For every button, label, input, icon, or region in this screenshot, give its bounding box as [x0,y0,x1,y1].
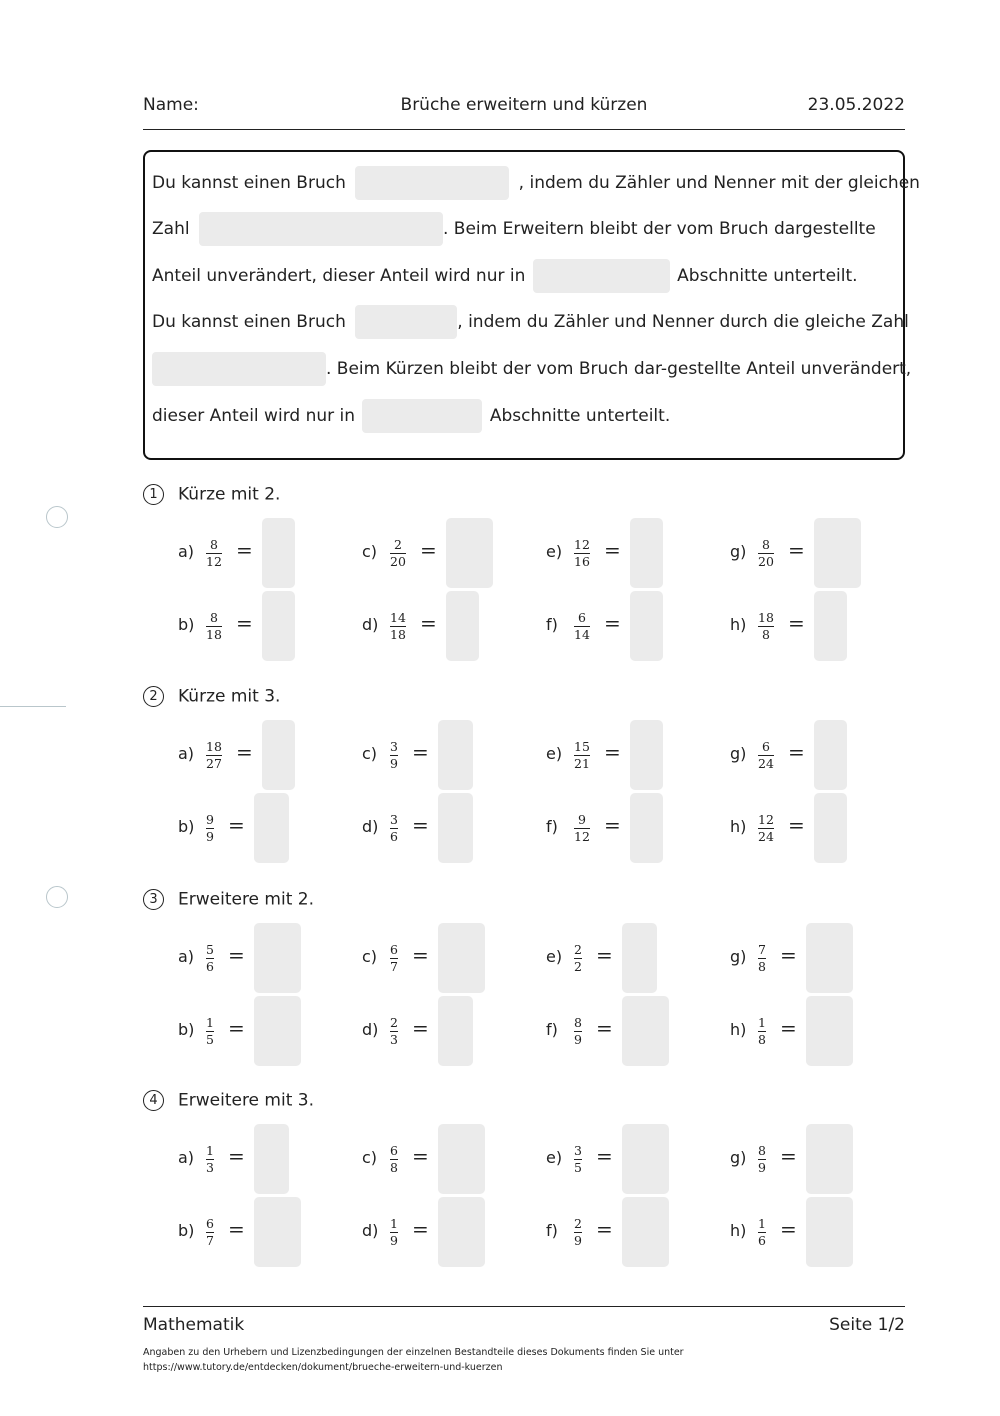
fraction [574,1016,582,1047]
item-label: d) [362,1221,379,1240]
answer-box[interactable] [254,1197,301,1267]
numerator: 6 [761,739,770,754]
denominator: 7 [206,1233,214,1249]
fraction [758,740,774,771]
denominator: 9 [574,1032,582,1048]
item-label: f) [546,615,558,634]
fold-mark [0,706,66,707]
worksheet-title: Brüche erweitern und kürzen [400,95,648,115]
item-label: h) [730,615,747,634]
item-label: c) [362,744,378,763]
denominator: 14 [574,627,590,643]
item-label: a) [178,542,195,561]
denominator: 6 [206,959,214,975]
fraction [574,1217,582,1248]
item-label: b) [178,1020,195,1039]
denominator: 20 [390,554,406,570]
numerator: 2 [390,1015,398,1030]
answer-box[interactable] [254,996,301,1066]
fraction [758,538,774,569]
equals-sign: = [604,611,621,635]
fraction [758,611,774,642]
denominator: 8 [390,1160,398,1176]
task-title [143,686,280,707]
numerator: 5 [206,942,214,957]
item-label: f) [546,1020,558,1039]
item-label: e) [546,542,563,561]
equals-sign: = [228,943,245,967]
answer-box[interactable] [438,1124,485,1194]
denominator: 8 [758,1032,766,1048]
info-line: . Beim Kürzen bleibt der vom Bruch dar-gestellte Anteil unverändert, [152,352,911,386]
denominator: 20 [758,554,774,570]
item-label: e) [546,1148,563,1167]
denominator: 5 [574,1160,582,1176]
numerator: 1 [390,1216,398,1231]
item-label: g) [730,542,747,561]
answer-box[interactable] [814,793,847,863]
equals-sign: = [596,1016,613,1040]
answer-box[interactable] [254,793,289,863]
item-label: g) [730,1148,747,1167]
equals-sign: = [412,813,429,837]
denominator: 24 [758,829,774,845]
fraction [390,1217,398,1248]
item-label: b) [178,817,195,836]
equals-sign: = [780,943,797,967]
blank-field[interactable] [199,212,443,246]
numerator: 1 [206,1143,214,1158]
punch-hole-top [46,506,68,528]
item-label: b) [178,615,195,634]
equals-sign: = [236,611,253,635]
equals-sign: = [420,611,437,635]
fraction [390,1144,398,1175]
info-line: dieser Anteil wird nur in Abschnitte unterteilt. [152,399,670,433]
blank-field[interactable] [355,305,457,339]
fraction [390,1016,398,1047]
numerator: 8 [209,537,218,552]
blank-field[interactable] [152,352,326,386]
equals-sign: = [412,1144,429,1168]
item-label: c) [362,542,378,561]
numerator: 8 [761,537,770,552]
answer-box[interactable] [630,591,663,661]
task-number-badge: 2 [143,686,164,707]
numerator: 9 [206,812,214,827]
denominator: 9 [390,1233,398,1249]
denominator: 6 [390,829,398,845]
info-box [143,150,920,460]
fraction [758,1144,766,1175]
answer-box[interactable] [622,1197,669,1267]
item-label: d) [362,817,379,836]
item-label: d) [362,1020,379,1039]
blank-field[interactable] [362,399,482,433]
equals-sign: = [596,1217,613,1241]
denominator: 5 [206,1032,214,1048]
numerator: 1 [758,1015,766,1030]
answer-box[interactable] [622,996,669,1066]
task-number-badge: 4 [143,1090,164,1111]
answer-box[interactable] [806,996,853,1066]
info-line: Du kannst einen Bruch , indem du Zähler und Nenner mit der gleichen [152,166,920,200]
item-label: f) [546,1221,558,1240]
date: 23.05.2022 [807,95,905,115]
task-instruction: Kürze mit 2. [178,484,281,505]
answer-box[interactable] [262,591,295,661]
denominator: 6 [758,1233,766,1249]
task-number-badge: 1 [143,484,164,505]
answer-box[interactable] [814,591,847,661]
answer-box[interactable] [262,720,295,790]
denominator: 9 [390,756,398,772]
answer-box[interactable] [806,923,853,993]
fraction [206,1016,214,1047]
answer-box[interactable] [262,518,295,588]
answer-box[interactable] [622,1124,669,1194]
fraction [390,943,398,974]
equals-sign: = [780,1016,797,1040]
fraction [758,943,766,974]
answer-box[interactable] [446,591,479,661]
fraction [574,611,590,642]
fraction [758,813,774,844]
denominator: 18 [206,627,222,643]
equals-sign: = [788,813,805,837]
fraction [574,538,590,569]
punch-hole-bottom [46,886,68,908]
numerator: 1 [758,1216,766,1231]
denominator: 3 [206,1160,214,1176]
answer-box[interactable] [622,923,657,993]
equals-sign: = [412,1016,429,1040]
item-label: e) [546,744,563,763]
task-instruction: Erweitere mit 2. [178,889,314,910]
numerator: 15 [574,739,590,754]
equals-sign: = [604,740,621,764]
fraction [206,943,214,974]
item-label: h) [730,1221,747,1240]
subject: Mathematik [143,1315,245,1335]
item-label: h) [730,817,747,836]
equals-sign: = [780,1144,797,1168]
answer-box[interactable] [446,518,493,588]
equals-sign: = [788,538,805,562]
answer-box[interactable] [806,1124,853,1194]
fraction [206,1144,214,1175]
numerator: 6 [390,1143,398,1158]
answer-box[interactable] [438,720,473,790]
answer-box[interactable] [630,518,663,588]
equals-sign: = [228,1144,245,1168]
fraction [206,538,222,569]
denominator: 7 [390,959,398,975]
task-title [143,1090,314,1111]
license-note: Angaben zu den Urhebern und Lizenzbedingungen der einzelnen Bestandteile dieses Dokuments finden Sie unter https://www.tutory.de/entdecken/dokument/brueche-erweitern-und-kuerzen [143,1347,684,1373]
denominator: 8 [761,627,770,643]
item-label: d) [362,615,379,634]
numerator: 6 [390,942,398,957]
answer-box[interactable] [630,720,663,790]
fraction [758,1217,766,1248]
equals-sign: = [228,1016,245,1040]
item-label: c) [362,947,378,966]
name-label: Name: [143,95,199,115]
equals-sign: = [788,611,805,635]
fraction [574,943,582,974]
answer-box[interactable] [254,1124,289,1194]
equals-sign: = [412,740,429,764]
equals-sign: = [604,813,621,837]
numerator: 9 [577,812,586,827]
equals-sign: = [228,1217,245,1241]
info-line: Zahl . Beim Erweitern bleibt der vom Bruch dargestellte [152,212,876,246]
item-label: a) [178,744,195,763]
item-label: c) [362,1148,378,1167]
task-title [143,889,314,910]
denominator: 12 [574,829,590,845]
denominator: 9 [574,1233,582,1249]
fraction [574,1144,582,1175]
fraction [390,813,398,844]
fraction [574,740,590,771]
denominator: 9 [206,829,214,845]
answer-box[interactable] [438,996,473,1066]
denominator: 2 [574,959,582,975]
answer-box[interactable] [254,923,301,993]
numerator: 6 [206,1216,214,1231]
numerator: 18 [206,739,222,754]
task-instruction: Kürze mit 3. [178,686,281,707]
answer-box[interactable] [438,1197,485,1267]
numerator: 1 [206,1015,214,1030]
numerator: 7 [758,942,766,957]
item-label: a) [178,947,195,966]
numerator: 12 [758,812,774,827]
fraction [758,1016,766,1047]
equals-sign: = [596,1144,613,1168]
equals-sign: = [420,538,437,562]
blank-field[interactable] [533,259,670,293]
denominator: 9 [758,1160,766,1176]
item-label: g) [730,947,747,966]
page-number: Seite 1/2 [829,1315,905,1335]
item-label: e) [546,947,563,966]
equals-sign: = [412,1217,429,1241]
item-label: a) [178,1148,195,1167]
item-label: g) [730,744,747,763]
equals-sign: = [412,943,429,967]
numerator: 12 [574,537,590,552]
item-label: b) [178,1221,195,1240]
denominator: 8 [758,959,766,975]
numerator: 3 [390,739,398,754]
denominator: 27 [206,756,222,772]
item-label: h) [730,1020,747,1039]
answer-box[interactable] [438,793,473,863]
numerator: 18 [758,610,774,625]
fraction [206,813,214,844]
page-header [143,95,905,130]
equals-sign: = [236,538,253,562]
fraction [390,538,406,569]
denominator: 12 [206,554,222,570]
numerator: 14 [390,610,406,625]
denominator: 16 [574,554,590,570]
info-line: Anteil unverändert, dieser Anteil wird nur in Abschnitte unterteilt. [152,259,858,293]
numerator: 8 [758,1143,766,1158]
fraction [390,740,398,771]
equals-sign: = [788,740,805,764]
info-line: Du kannst einen Bruch , indem du Zähler und Nenner durch die gleiche Zahl [152,305,909,339]
numerator: 8 [209,610,218,625]
fraction [206,1217,214,1248]
blank-field[interactable] [355,166,509,200]
answer-box[interactable] [814,518,861,588]
fraction [206,740,222,771]
item-label: f) [546,817,558,836]
fraction [206,611,222,642]
answer-box[interactable] [806,1197,853,1267]
page-footer [143,1306,905,1373]
fraction [574,813,590,844]
numerator: 2 [574,1216,582,1231]
numerator: 8 [574,1015,582,1030]
denominator: 3 [390,1032,398,1048]
numerator: 2 [574,942,582,957]
denominator: 24 [758,756,774,772]
numerator: 3 [574,1143,582,1158]
equals-sign: = [596,943,613,967]
numerator: 3 [390,812,398,827]
task-title [143,484,280,505]
denominator: 18 [390,627,406,643]
equals-sign: = [604,538,621,562]
task-number-badge: 3 [143,889,164,910]
equals-sign: = [236,740,253,764]
task-instruction: Erweitere mit 3. [178,1090,314,1111]
answer-box[interactable] [814,720,847,790]
numerator: 6 [577,610,586,625]
answer-box[interactable] [438,923,485,993]
equals-sign: = [228,813,245,837]
fraction [390,611,406,642]
numerator: 2 [393,537,402,552]
answer-box[interactable] [630,793,663,863]
equals-sign: = [780,1217,797,1241]
denominator: 21 [574,756,590,772]
